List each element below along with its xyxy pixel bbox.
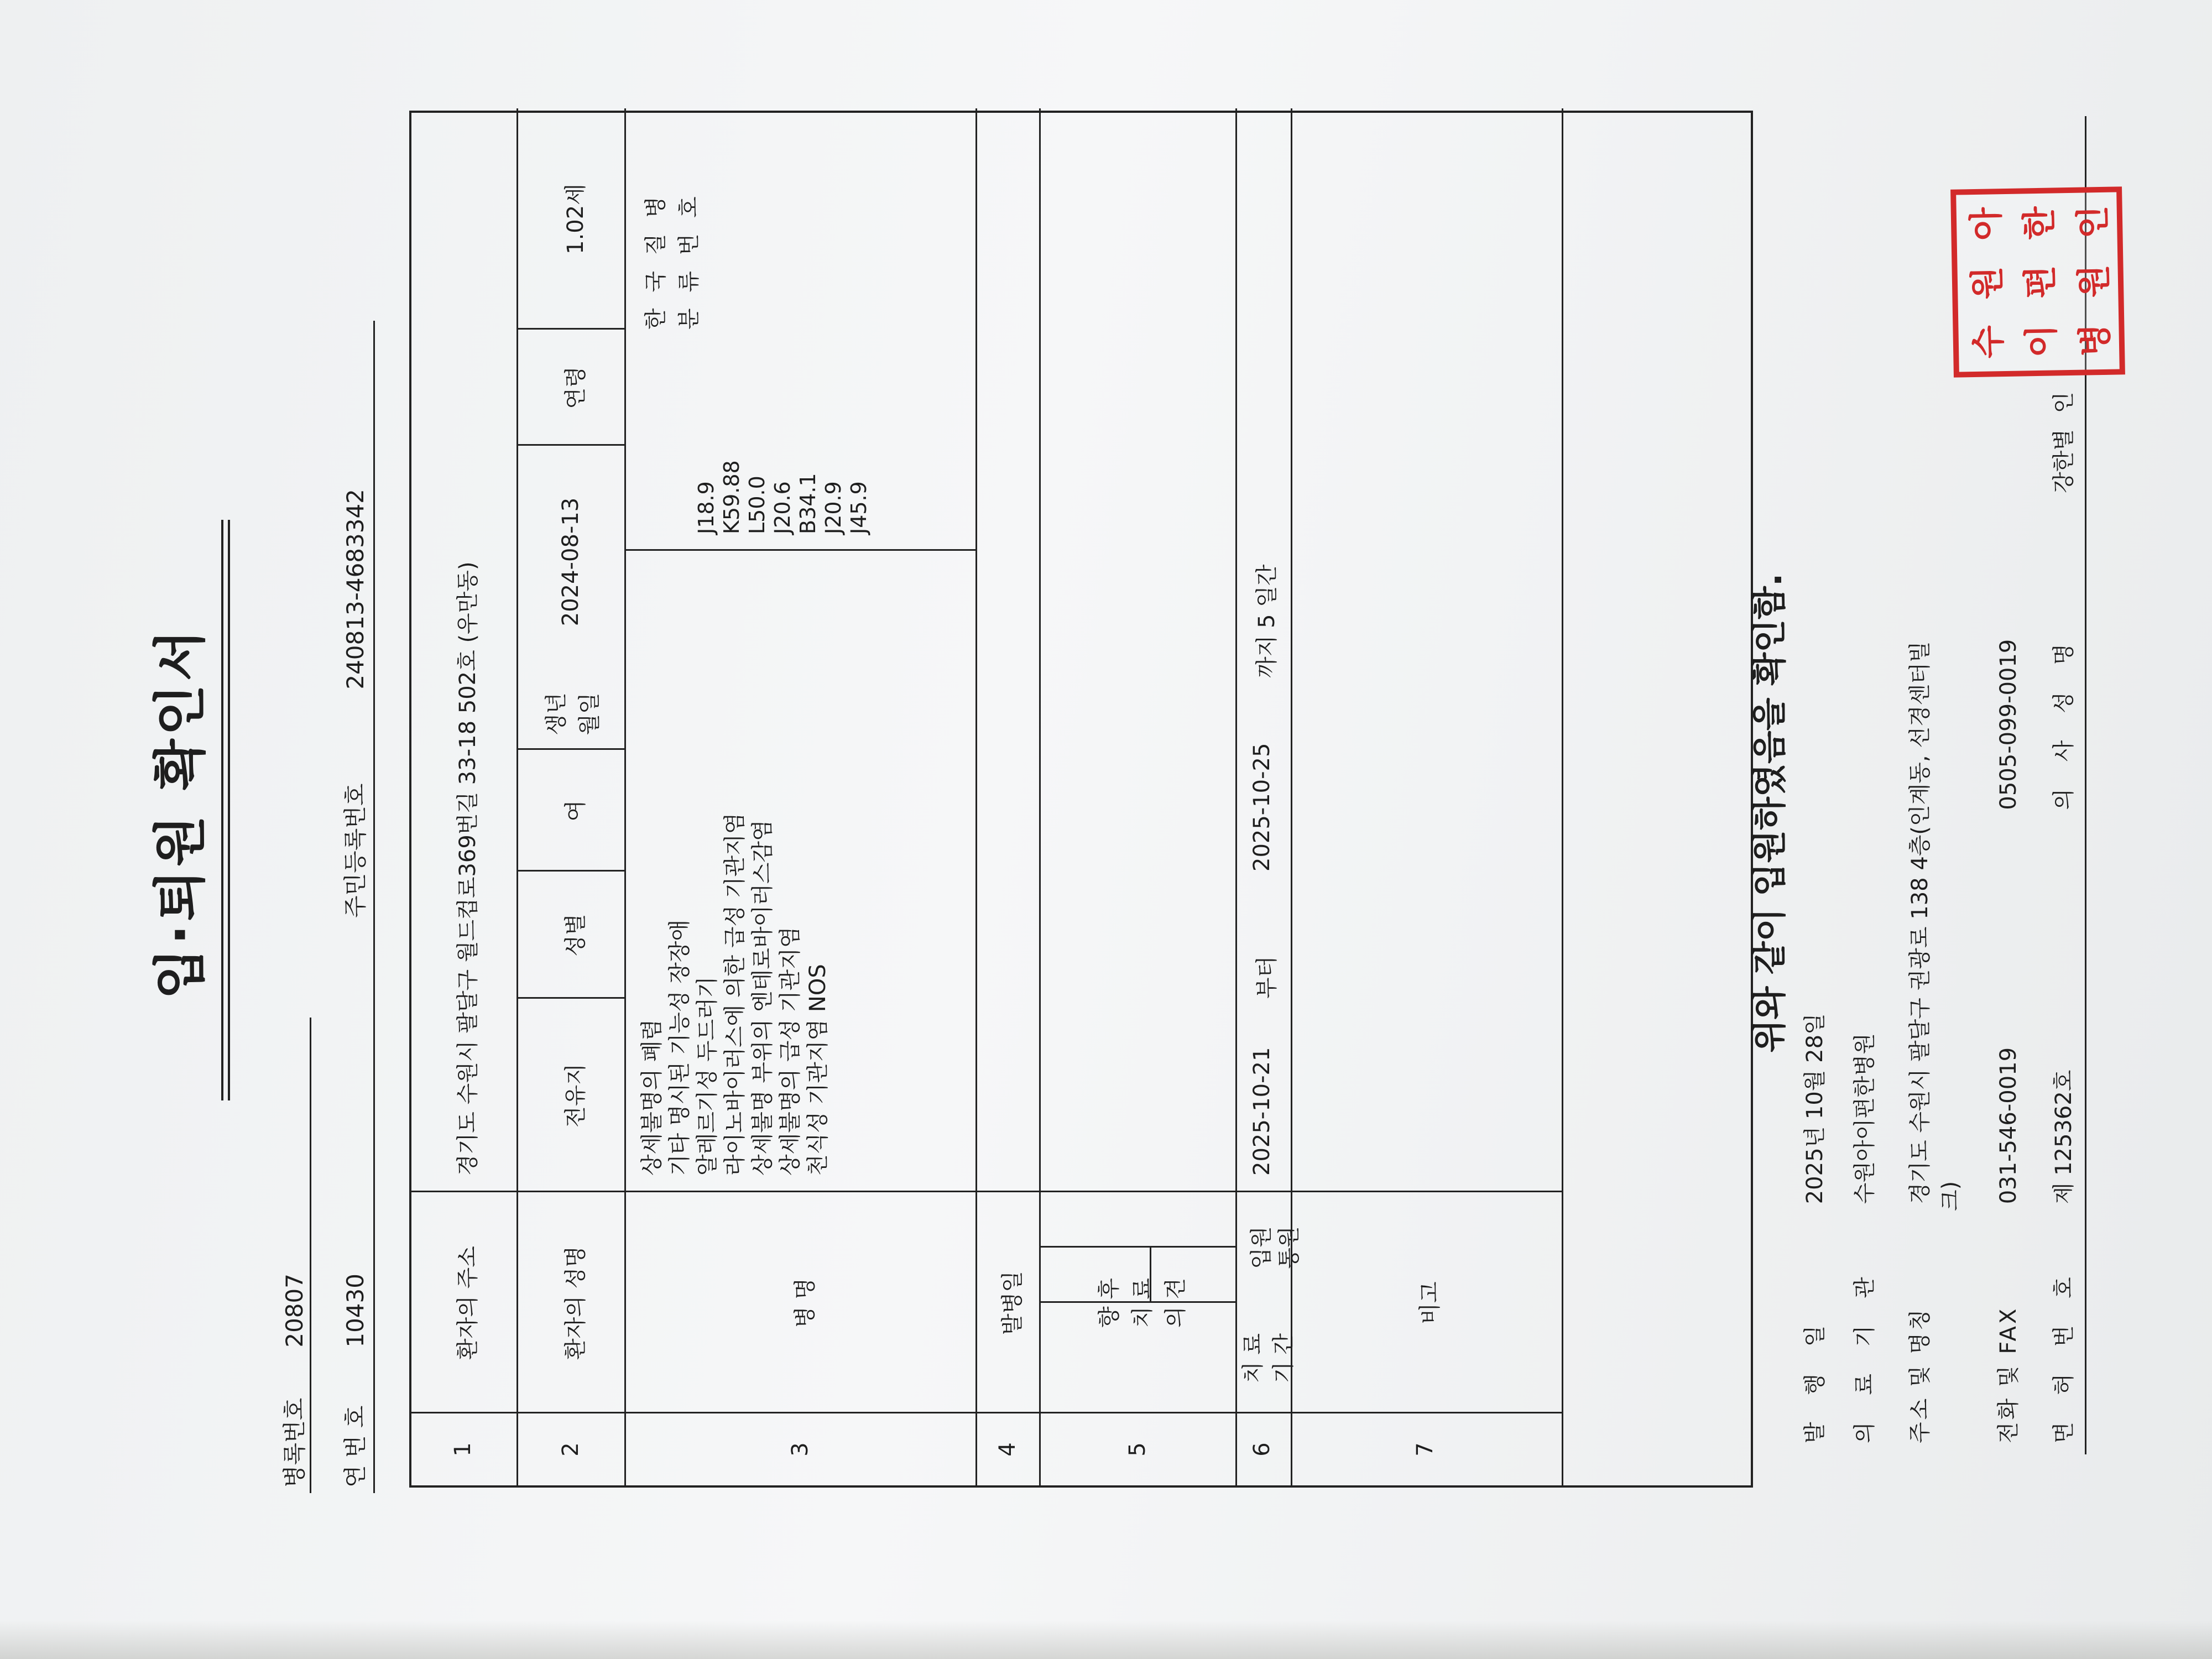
diagnosis-list — [638, 813, 832, 1176]
resident-number-row — [337, 489, 371, 918]
row-number: 7 — [1412, 1442, 1438, 1457]
table-line — [1039, 108, 1041, 1485]
issue-date-row — [1797, 1013, 1829, 1443]
age-label: 연령 — [563, 366, 588, 409]
patient-address: 경기도 수원시 팔달구 월드컵로369번길 33-18 502호 (우만동) — [455, 561, 481, 1176]
disease-code-list — [693, 460, 872, 534]
doctor-name: 강한별 — [2051, 429, 2077, 493]
issue-date: 2025년 10월 28일 — [1802, 1013, 1828, 1204]
institution-label: 의 료 기 관 — [1852, 1267, 1877, 1443]
diagnosis-item: 라이노바이러스에 의한 급성 기관지염 — [722, 812, 748, 1176]
disease-label: 병 명 — [792, 1278, 818, 1328]
row-number: 4 — [995, 1442, 1020, 1457]
table-line — [624, 549, 975, 551]
disease-code: J20.9 — [821, 481, 846, 534]
table-line — [1562, 108, 1563, 1485]
license-number: 제 125362호 — [2051, 1070, 2077, 1204]
treatment-start-date: 2025-10-21 — [1249, 1047, 1275, 1176]
sex-value: 여 — [563, 800, 588, 822]
opinion-label: 치 료 — [1130, 1278, 1155, 1328]
info-table — [409, 111, 1753, 1488]
onset-label: 발병일 — [1000, 1271, 1025, 1335]
from-label: 부터 — [1254, 956, 1280, 999]
row-number: 1 — [450, 1442, 476, 1457]
document-title: 입·퇴원 확인서 — [149, 626, 211, 1000]
period-label: 기 간 — [1271, 1333, 1296, 1383]
row-number: 2 — [558, 1442, 583, 1457]
serial-number-value: 10430 — [342, 1274, 369, 1348]
hospital-seal-stamp: 수 원 아 이 편 한 병 원 인 — [1950, 186, 2125, 377]
ward-number-underline — [310, 1018, 311, 1493]
address-row — [1902, 641, 1934, 1443]
confirmation-text: 위와 같이 입원하였음을 확인함. — [1749, 573, 1790, 1053]
opinion-label: 의 견 — [1163, 1278, 1188, 1328]
row-number: 5 — [1125, 1442, 1150, 1457]
ward-number-value: 20807 — [281, 1274, 308, 1348]
disease-code: J20.6 — [770, 481, 795, 534]
disease-code: J18.9 — [694, 481, 718, 534]
table-line — [624, 108, 626, 1485]
birth-label: 월일 — [577, 692, 602, 735]
disease-code: B34.1 — [796, 473, 820, 534]
table-line — [975, 108, 977, 551]
diagnosis-item: 알레르기성 두드러기 — [695, 976, 720, 1176]
title-underline — [221, 520, 223, 1100]
birth-label: 생년 — [544, 692, 569, 735]
treatment-end-date: 2025-10-25 — [1249, 743, 1275, 872]
resident-number-value: 240813-4683342 — [342, 489, 369, 690]
seal-mark: 인 — [2051, 392, 2077, 414]
ward-number-label: 병록번호 — [281, 1397, 308, 1488]
diagnosis-item: 상세불명의 급성 기관지염 — [778, 926, 803, 1176]
birth-date: 2024-08-13 — [558, 497, 583, 627]
age-value: 1.02세 — [563, 184, 588, 254]
serial-number-underline — [373, 321, 375, 1493]
license-label: 면 허 번 호 — [2051, 1267, 2077, 1443]
phone-row — [1991, 639, 2022, 1443]
diagnosis-item: 상세불명 부위의 엔테로바이러스감염 — [750, 820, 775, 1176]
fax-number: 0505-099-0019 — [1996, 639, 2021, 810]
institution-name: 수원아이편한병원 — [1852, 1033, 1877, 1204]
kcd-label: 한 국 질 병 — [643, 192, 669, 330]
institution-row — [1847, 1033, 1879, 1443]
issue-date-label: 발 행 일 — [1802, 1315, 1828, 1443]
diagnosis-item: 천식성 기관지염 NOS — [805, 964, 831, 1176]
address-label-footer: 주소 및 명칭 — [1907, 1307, 1933, 1443]
serial-number-label: 연 번 호 — [342, 1405, 369, 1488]
table-line — [517, 108, 518, 1485]
period-label: 치 료 — [1240, 1333, 1266, 1383]
diagnosis-item: 기타 명시된 기능성 장장애 — [667, 919, 692, 1176]
disease-code: L50.0 — [745, 476, 769, 534]
sex-label: 성별 — [563, 914, 588, 957]
address-row-continued — [1933, 1181, 1964, 1211]
opinion-label: 향 후 — [1097, 1278, 1122, 1328]
phone-label: 전화 및 FAX — [1996, 1306, 2021, 1443]
inpatient-label: 입원 — [1249, 1226, 1274, 1269]
doctor-label: 의 사 성 명 — [2051, 633, 2077, 810]
institution-address-cont: 크) — [1938, 1181, 1963, 1211]
kcd-label: 분 류 번 호 — [676, 192, 702, 330]
row-number: 6 — [1249, 1442, 1275, 1457]
admission-discharge-certificate — [22, 0, 2179, 1631]
name-label: 환자의 성명 — [563, 1246, 588, 1360]
serial-number-row — [337, 1274, 371, 1488]
patient-name: 전유지 — [563, 1063, 588, 1128]
ward-number-row — [276, 1274, 310, 1488]
resident-number-label: 주민등록번호 — [342, 783, 369, 918]
diagnosis-item: 상세불명의 폐렴 — [639, 1019, 665, 1176]
address-label: 환자의 주소 — [455, 1246, 481, 1360]
institution-address: 경기도 수원시 팔달구 권광로 138 4층(인계동, 선경센터빌 — [1907, 641, 1933, 1204]
remarks-label: 비고 — [1417, 1281, 1443, 1324]
disease-code: K59.88 — [719, 460, 744, 534]
until-label: 까지 5 일간 — [1254, 564, 1280, 678]
license-row — [2046, 392, 2078, 1443]
outpatient-label: 통원 — [1276, 1226, 1302, 1269]
phone-number: 031-546-0019 — [1996, 1047, 2021, 1204]
table-line — [1235, 108, 1237, 1485]
disease-code: J45.9 — [847, 481, 871, 534]
row-number: 3 — [787, 1442, 813, 1457]
